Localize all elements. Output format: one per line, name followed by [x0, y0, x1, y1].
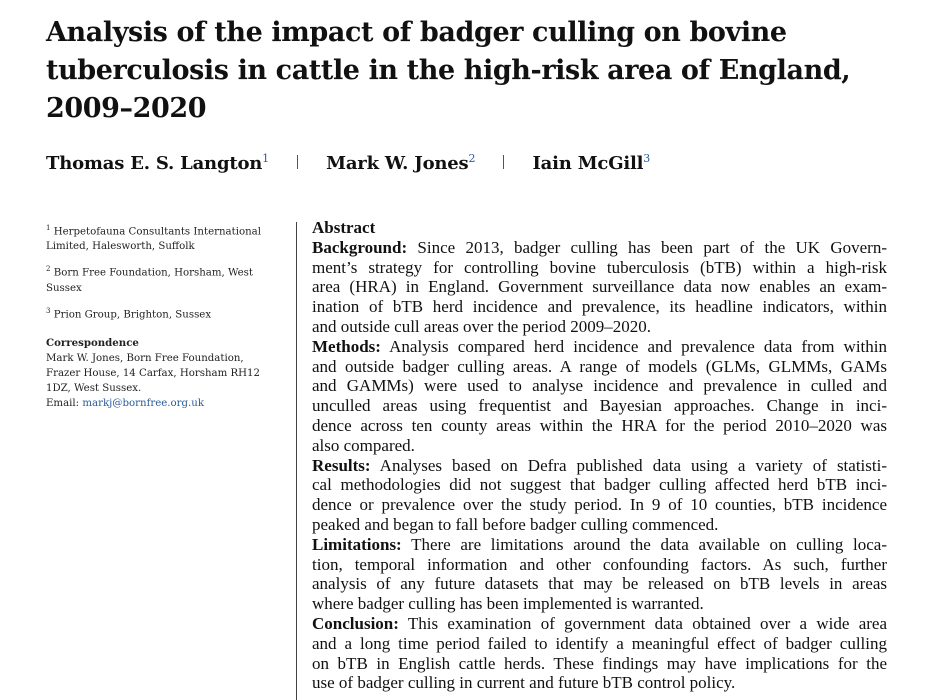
abstract-text: This examination of government data obtained over a wide area — [398, 613, 887, 633]
abstract-text: also compared. — [312, 435, 415, 455]
affiliation-text: Born Free Foundation, Horsham, West Sussex — [46, 267, 254, 294]
abstract-text: and outside cull areas over the period 2009–2020. — [312, 316, 651, 336]
abstract-line — [312, 416, 887, 436]
title-line: tuberculosis in cattle in the high-risk area of England, — [46, 55, 851, 86]
abstract-line — [312, 337, 887, 357]
abstract-text: dence or prevalence over the study period. In 9 of 10 counties, bTB incidence — [312, 495, 887, 515]
abstract-text: Analysis compared herd incidence and prevalence data from within — [380, 336, 887, 356]
abstract-text: on bTB in English cattle herds. These findings may have implications for the — [312, 653, 887, 673]
affiliations-sidebar — [46, 221, 281, 411]
abstract-text: use of badger culling in current and future bTB control policy. — [312, 673, 736, 693]
abstract-text: cal methodologies did not suggest that badger culling affected herd bTB inci- — [312, 475, 887, 495]
abstract-line — [312, 376, 887, 396]
email-label: Email: — [46, 398, 80, 410]
abstract-line — [312, 238, 887, 258]
author-name: Thomas E. S. Langton — [46, 153, 263, 174]
abstract-section-label: Results: — [312, 455, 371, 475]
abstract-section-label: Methods: — [312, 336, 381, 356]
abstract — [312, 218, 887, 693]
affiliation-marker: 2 — [46, 265, 51, 274]
abstract-line — [312, 396, 887, 416]
abstract-section-label: Limitations: — [312, 534, 402, 554]
author-affiliation-marker[interactable]: 2 — [468, 152, 476, 165]
abstract-section-label: Conclusion: — [312, 613, 399, 633]
abstract-line — [312, 574, 887, 594]
paper-title — [46, 14, 906, 128]
abstract-text: Analyses based on Defra published data using a variety of statisti- — [370, 455, 887, 475]
abstract-line — [312, 258, 887, 278]
title-line: 2009–2020 — [46, 93, 207, 124]
author-separator — [297, 155, 298, 169]
affiliation-text: Herpetofauna Consultants International Limited, Halesworth, Suffolk — [46, 226, 261, 253]
abstract-line — [312, 436, 887, 456]
affiliation — [46, 262, 281, 295]
abstract-line — [312, 297, 887, 317]
abstract-line — [312, 555, 887, 575]
abstract-heading: Abstract — [312, 218, 376, 237]
affiliation — [46, 221, 281, 254]
affiliation-text: Prion Group, Brighton, Sussex — [53, 309, 212, 321]
abstract-line — [312, 654, 887, 674]
abstract-line — [312, 594, 887, 614]
abstract-line — [312, 535, 887, 555]
correspondence-heading: Correspondence — [46, 337, 139, 350]
column-divider — [296, 222, 297, 700]
abstract-text: unculled areas using frequentist and Bayesian approaches. Change in inci- — [312, 396, 887, 416]
author-name: Iain McGill — [532, 153, 644, 174]
abstract-line — [312, 495, 887, 515]
abstract-sections — [312, 238, 887, 693]
abstract-text: There are limitations around the data available on culling loca- — [401, 534, 887, 554]
author-affiliation-marker[interactable]: 1 — [262, 152, 269, 165]
abstract-line — [312, 634, 887, 654]
abstract-line — [312, 456, 887, 476]
abstract-line — [312, 673, 887, 693]
abstract-text: dence across ten county areas within the HRA for the period 2010–2020 was — [312, 415, 887, 435]
correspondence-email — [46, 396, 281, 411]
abstract-text: peaked and began to fall before badger culling commenced. — [312, 514, 719, 534]
abstract-text: where badger culling has been implemented is warranted. — [312, 594, 704, 614]
abstract-text: ment’s strategy for controlling bovine tuberculosis (bTB) within a high-risk — [312, 257, 887, 277]
abstract-line — [312, 515, 887, 535]
abstract-line — [312, 277, 887, 297]
abstract-text: and GAMMs) were used to analyse incidence and prevalence in culled and — [312, 376, 887, 396]
affiliation-marker: 3 — [46, 306, 51, 315]
abstract-text: and a long time period failed to identify a meaningful effect of badger culling — [312, 633, 887, 653]
email-link[interactable]: markj@bornfree.org.uk — [82, 398, 205, 410]
abstract-text: Since 2013, badger culling has been part of the UK Govern- — [407, 237, 887, 257]
abstract-text: analysis of any future datasets that may be released on bTB levels in areas — [312, 574, 887, 594]
author-separator — [503, 155, 504, 169]
abstract-section-label: Background: — [312, 237, 408, 257]
author-list — [46, 152, 650, 174]
abstract-line — [312, 614, 887, 634]
abstract-text: area (HRA) in England. Government surveillance data now enables an exam- — [312, 277, 887, 297]
affiliation — [46, 304, 281, 322]
affiliation-marker: 1 — [46, 224, 51, 232]
author-name: Mark W. Jones — [326, 153, 469, 174]
abstract-text: and outside badger culling areas. A range of models (GLMs, GLMMs, GAMs — [312, 356, 887, 376]
abstract-text: ination of bTB herd incidence and prevalence, its headline indicators, within — [312, 297, 887, 317]
title-line: Analysis of the impact of badger culling on bovine — [46, 17, 787, 48]
abstract-line — [312, 317, 887, 337]
abstract-line — [312, 475, 887, 495]
author-affiliation-marker[interactable]: 3 — [643, 152, 651, 165]
correspondence-address: Mark W. Jones, Born Free Foundation, Frazer House, 14 Carfax, Horsham RH12 1DZ, West Sussex. — [46, 353, 261, 395]
abstract-text: tion, temporal information and other confounding factors. As such, further — [312, 554, 887, 574]
abstract-line — [312, 357, 887, 377]
